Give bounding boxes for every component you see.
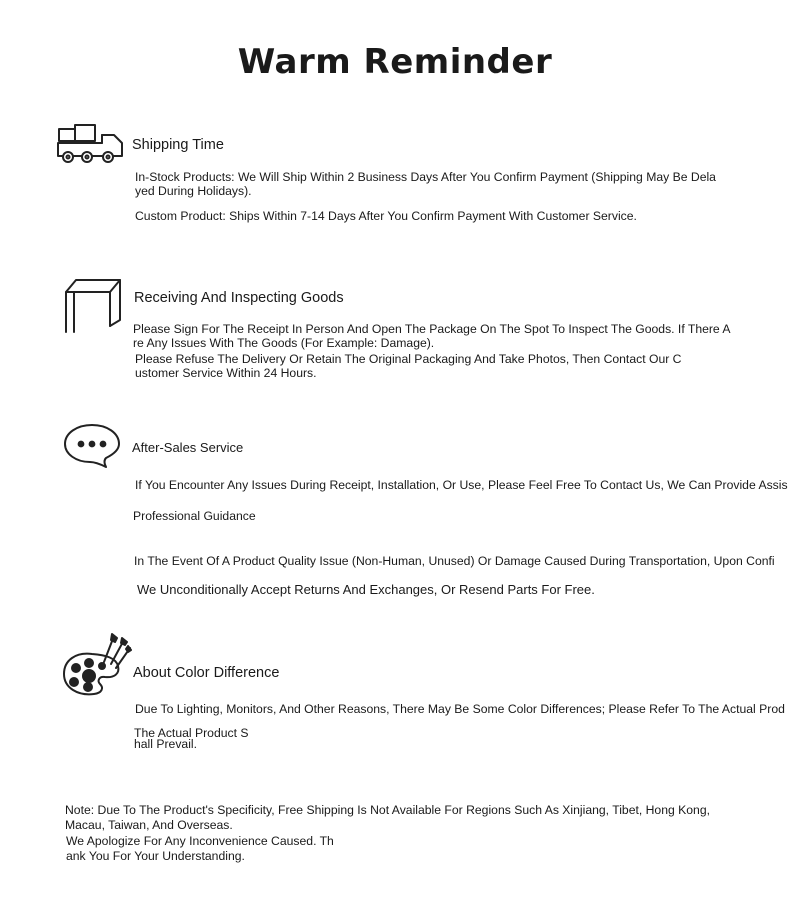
color-paragraph-1: Due To Lighting, Monitors, And Other Reasons, There May Be Some Color Differences; Please Refer To The Actual Prod — [135, 702, 785, 716]
chat-bubble-icon — [62, 421, 122, 469]
receiving-paragraph-2: Please Refuse The Delivery Or Retain The Original Packaging And Take Photos, Then Contact Our C ustomer Service Within 24 Hours. — [135, 352, 682, 380]
receiving-paragraph-1: Please Sign For The Receipt In Person And Open The Package On The Spot To Inspect The Goods. If There A re Any Issues With The Goods (For Example: Damage). — [133, 322, 731, 350]
section-heading-color: About Color Difference — [133, 665, 280, 681]
after-sales-paragraph-2: Professional Guidance — [133, 509, 256, 523]
after-sales-paragraph-1: If You Encounter Any Issues During Receipt, Installation, Or Use, Please Feel Free To Contact Us, We Can Provide Assis — [135, 478, 788, 492]
after-sales-paragraph-4: We Unconditionally Accept Returns And Exchanges, Or Resend Parts For Free. — [137, 582, 595, 597]
section-heading-receiving: Receiving And Inspecting Goods — [134, 290, 344, 306]
shipping-paragraph-1: In-Stock Products: We Will Ship Within 2 Business Days After You Confirm Payment (Shipping May Be Dela yed During Holidays). — [135, 170, 716, 198]
section-heading-shipping: Shipping Time — [132, 137, 224, 153]
after-sales-paragraph-3: In The Event Of A Product Quality Issue (Non-Human, Unused) Or Damage Caused During Transportation, Upon Confi — [134, 554, 775, 568]
truck-icon — [56, 123, 126, 165]
color-paragraph-2: The Actual Product S hall Prevail. — [134, 726, 249, 751]
box-icon — [62, 276, 124, 336]
section-heading-after-sales: After-Sales Service — [132, 440, 244, 455]
note-paragraph-2: We Apologize For Any Inconvenience Caused. Th ank You For Your Understanding. — [66, 834, 334, 863]
shipping-paragraph-2: Custom Product: Ships Within 7-14 Days After You Confirm Payment With Customer Service. — [135, 209, 637, 223]
paint-palette-icon — [62, 632, 132, 698]
note-paragraph-1: Note: Due To The Product's Specificity, Free Shipping Is Not Available For Regions Such As Xinjiang, Tibet, Hong Kong, Macau, Taiwan, And Overseas. — [65, 803, 711, 832]
page-title: Warm Reminder — [237, 42, 553, 82]
